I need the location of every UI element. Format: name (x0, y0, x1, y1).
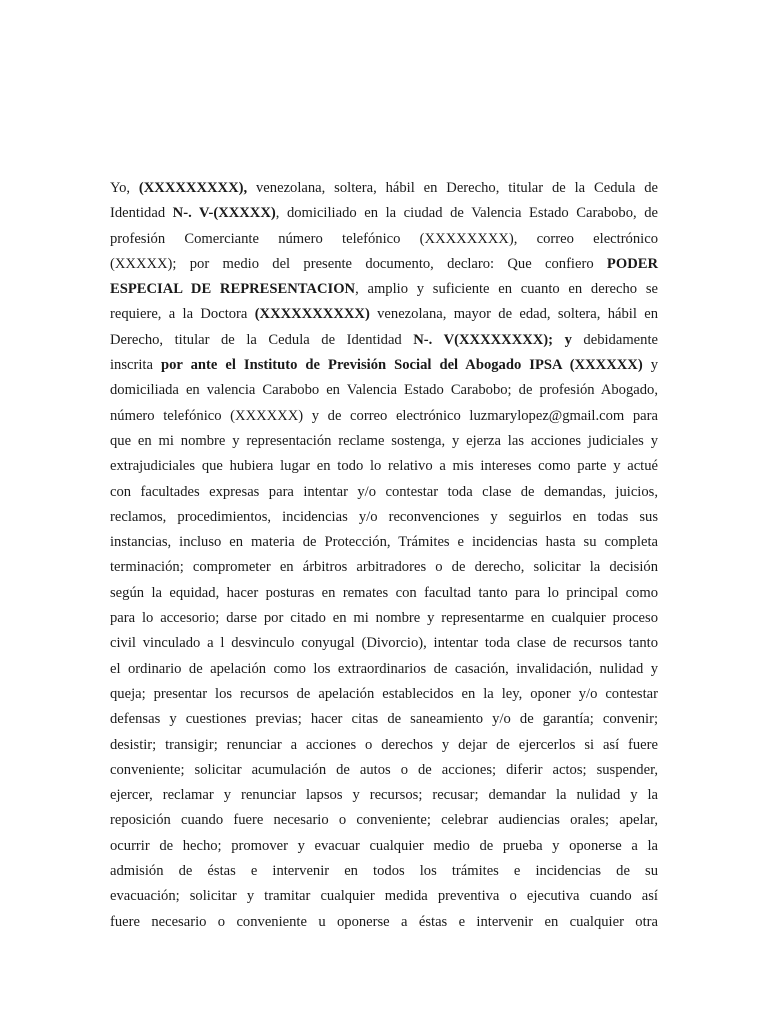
text-line (110, 328, 658, 353)
text-segment: domiciliada en valencia Carabobo en Valencia Estado Carabobo; de profesión Abogado, (110, 382, 658, 399)
text-segment: el ordinario de apelación como los extraordinarios de casación, invalidación, nulidad y (110, 660, 658, 677)
text-segment: debidamente (571, 331, 658, 348)
bold-text-segment: PODER (606, 255, 658, 272)
text-segment: ejercer, reclamar y renunciar lapsos y recursos; recusar; demandar la nulidad y la (110, 787, 658, 804)
text-line (110, 657, 658, 682)
text-line (110, 707, 658, 732)
text-segment: queja; presentar los recursos de apelación establecidos en la ley, oponer y/o contestar (110, 685, 658, 702)
text-segment: profesión Comerciante número telefónico (XXXXXXXX), correo electrónico (110, 230, 658, 247)
bold-text-segment: N-. V-(XXXXX) (172, 205, 276, 222)
text-line (110, 454, 658, 479)
text-line (110, 910, 658, 935)
text-segment: admisión de éstas e intervenir en todos los trámites e incidencias de su (110, 863, 658, 880)
bold-text-segment: ESPECIAL DE REPRESENTACION (110, 281, 356, 298)
text-segment: requiere, a la Doctora (110, 306, 255, 323)
bold-text-segment: (XXXXXXXXXX) (254, 306, 370, 323)
text-line (110, 176, 658, 201)
text-segment: evacuación; solicitar y tramitar cualquier medida preventiva o ejecutiva cuando así (110, 888, 658, 905)
power-of-attorney-paragraph (110, 176, 658, 935)
text-segment: y (642, 357, 658, 374)
text-line (110, 758, 658, 783)
text-line (110, 277, 658, 302)
text-segment: instancias, incluso en materia de Protección, Trámites e incidencias hasta su completa (110, 534, 658, 551)
bold-text-segment: por ante el Instituto de Previsión Social del Abogado IPSA (XXXXXX) (160, 357, 643, 374)
text-line (110, 581, 658, 606)
text-line (110, 555, 658, 580)
text-segment: conveniente; solicitar acumulación de autos o de acciones; diferir actos; suspender, (110, 761, 658, 778)
text-segment: Identidad (110, 205, 173, 222)
text-line (110, 783, 658, 808)
text-line (110, 480, 658, 505)
text-segment: extrajudiciales que hubiera lugar en todo lo relativo a mis intereses como parte y actué (110, 458, 658, 475)
bold-text-segment: y (564, 331, 572, 348)
text-segment: desistir; transigir; renunciar a acciones o derechos y dejar de ejercerlos si así fuere (110, 736, 658, 753)
text-segment: defensas y cuestiones previas; hacer citas de saneamiento y/o de garantía; convenir; (110, 711, 658, 728)
text-segment: inscrita (110, 357, 161, 374)
text-segment: (XXXXX); por medio del presente documento, declaro: Que confiero (110, 255, 607, 272)
text-segment: con facultades expresas para intentar y/o contestar toda clase de demandas, juicios, (110, 483, 658, 500)
text-segment: según la equidad, hacer posturas en remates con facultad tanto para lo principal como (110, 584, 658, 601)
text-segment: fuere necesario o conveniente u oponerse a éstas e intervenir en cualquier otra (110, 913, 658, 930)
text-line (110, 631, 658, 656)
text-segment: para lo accesorio; darse por citado en mi nombre y representarme en cualquier proceso (110, 610, 658, 627)
text-segment: Yo, (110, 180, 139, 196)
text-line (110, 859, 658, 884)
text-segment: , amplio y suficiente en cuanto en derecho se (355, 281, 659, 298)
text-segment: reposición cuando fuere necesario o conveniente; celebrar audiencias orales; apelar, (110, 812, 658, 829)
bold-text-segment: (XXXXXXXXX), (138, 180, 248, 196)
text-segment: , domiciliado en la ciudad de Valencia Estado Carabobo, de (275, 205, 658, 222)
text-line (110, 530, 658, 555)
text-line (110, 733, 658, 758)
text-segment: terminación; comprometer en árbitros arbitradores o de derecho, solicitar la decisión (110, 559, 658, 576)
text-line (110, 834, 658, 859)
text-line (110, 682, 658, 707)
text-segment: reclamos, procedimientos, incidencias y/o reconvenciones y seguirlos en todas sus (110, 508, 658, 525)
text-line (110, 884, 658, 909)
text-line (110, 606, 658, 631)
text-line (110, 404, 658, 429)
text-segment: civil vinculado a l desvinculo conyugal (Divorcio), intentar toda clase de recursos tanto (110, 635, 658, 652)
text-line (110, 429, 658, 454)
bold-text-segment: N-. V(XXXXXXXX); (413, 331, 554, 348)
text-segment (553, 332, 565, 348)
text-segment: que en mi nombre y representación reclame sostenga, y ejerza las acciones judiciales y (110, 432, 658, 449)
text-line (110, 227, 658, 252)
text-segment: ocurrir de hecho; promover y evacuar cualquier medio de prueba y oponerse a la (110, 837, 658, 854)
text-line (110, 302, 658, 327)
text-segment: número telefónico (XXXXXX) y de correo electrónico luzmarylopez@gmail.com para (110, 407, 658, 424)
text-line (110, 353, 658, 378)
text-line (110, 808, 658, 833)
text-segment: venezolana, mayor de edad, soltera, hábil en (369, 306, 658, 323)
text-line (110, 252, 658, 277)
text-line (110, 201, 658, 226)
text-line (110, 378, 658, 403)
text-segment: Derecho, titular de la Cedula de Identidad (110, 331, 414, 348)
text-segment: venezolana, soltera, hábil en Derecho, titular de la Cedula de (247, 180, 659, 196)
text-line (110, 505, 658, 530)
